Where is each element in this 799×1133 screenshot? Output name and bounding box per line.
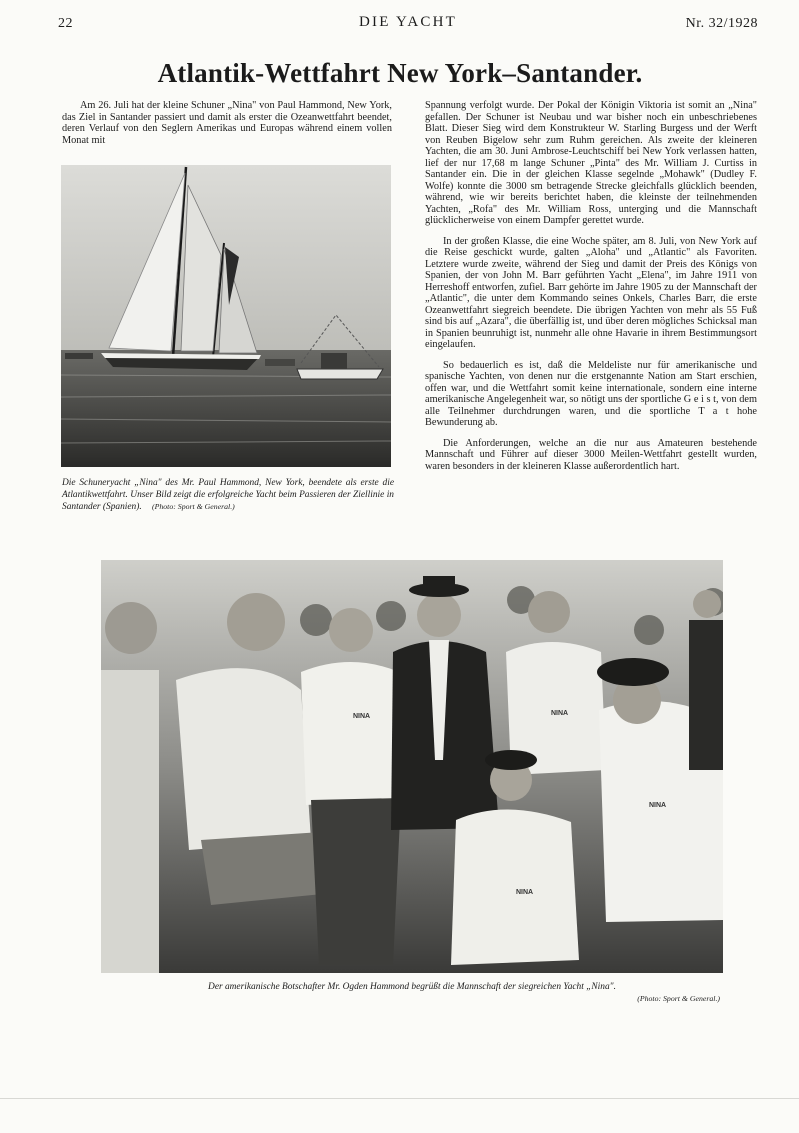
photo1-credit: (Photo: Sport & General.) (152, 502, 235, 512)
page-number: 22 (58, 16, 73, 31)
article-column-right (425, 100, 757, 481)
article-title: Atlantik-Wettfahrt New York–Santander. (157, 58, 643, 88)
magazine-name: DIE YACHT (359, 14, 457, 30)
shirt-lettering-3: NINA (516, 889, 534, 896)
crew-image (101, 560, 723, 973)
article-paragraph: So bedauerlich es ist, daß die Meldeliste nur für amerikanische und spanische Yachten, von denen nur die erstgenannte Nation am Start erschien, offen war, und die Wettfahrt somit keine internationale, sondern eine interne amerikanische Angelegenheit war, so nötigt uns der sportliche G e i s t, von dem alle Teilnehmer durchdrungen waren, und die sportliche T a t hohe Bewunderung ab. (425, 359, 757, 428)
photo1-caption-text: Die Schuneryacht „Nina" des Mr. Paul Hammond, New York, beendete als erste die Atlantikwettfahrt. Unser Bild zeigt die erfolgreiche Yacht beim Passieren der Ziellinie in Santander (Spanien). (62, 478, 394, 513)
article-paragraph: Am 26. Juli hat der kleine Schuner „Nina" von Paul Hammond, New York, das Ziel in Santander passiert und damit als erster die Ozeanwettfahrt beendet, deren Verlauf von den Seglern Amerikas und Europas während einem vollen Monat mit (62, 100, 392, 146)
schooner-photo (61, 165, 391, 467)
schooner-image (61, 165, 391, 467)
shirt-lettering-2: NINA (551, 710, 569, 717)
photo2-credit: (Photo: Sport & General.) (637, 994, 720, 1003)
running-header (58, 14, 758, 34)
crew-photo (101, 560, 723, 973)
shirt-lettering-1: NINA (353, 713, 371, 720)
article-paragraph: In der großen Klasse, die eine Woche später, am 8. Juli, von New York auf die Reise geschickt wurde, galten „Aloha" und „Atlantic" als Favoriten. Letztere wurde zweite, während der Sieg und damit der Preis des Königs von Spanien, der von John M. Barr geführten Yacht „Elena", im Jahre 1911 von Herreshoff entworfen, zufiel. Barr gehörte im Jahre 1905 zu der Mannschaft der „Atlantic", die unter dem Kommando seines Onkels, Charles Barr, die erste Ozeanwettfahrt siegreich beendete. Die übrigen Yachten von mehr als 55 Fuß sind bis auf „Azara", die überfällig ist, und über deren mögliches Schicksal man in Spanien beunruhigt ist, nunmehr alle ohne Havarie in ihrem Bestimmungsort eingelaufen. (425, 235, 757, 350)
article-paragraph: Spannung verfolgt wurde. Der Pokal der Königin Viktoria ist somit an „Nina" gefallen. Der Schuner ist Neubau und war bisher noch ein unbeschriebenes Blatt. Dieser Sieg wird dem Konstrukteur W. Starling Burgess und der Werft von Reuben Bigelow sehr zum Ruhm gereichen. Als zweite der kleineren Yachten, die am 30. Juni Ambrose-Leuchtschiff bei New York verlassen hatten, lief der nur 17,68 m lange Schuner „Pinta" des Mr. William J. Curtiss in Santander ein. Die in der gleichen Klasse segelnde „Mohawk" (Dudley F. Wolfe) konnte die 3000 sm betragende Strecke gleichfalls glücklich beenden, während, wie wir bereits berichtet haben, die kleinste der teilnehmenden Yachten, „Rofa" des Mr. William Ross, unterging und die Mannschaft glücklicherweise von einem Dampfer gerettet wurde. (425, 100, 757, 226)
photo2-caption: Der amerikanische Botschafter Mr. Ogden Hammond begrüßt die Mannschaft der siegreichen Yacht „Nina". (208, 982, 616, 992)
bottom-divider (0, 1098, 799, 1099)
shirt-lettering-4: NINA (649, 802, 667, 809)
photo1-caption (62, 478, 394, 514)
article-column-left (62, 100, 392, 155)
issue-number: Nr. 32/1928 (685, 16, 758, 31)
article-paragraph: Die Anforderungen, welche an die nur aus Amateuren bestehende Mannschaft und Führer auf dieser 3000 Meilen-Wettfahrt gestellt wurden, waren besonders in der kleineren Klasse außerordentlich hart. (425, 437, 757, 472)
